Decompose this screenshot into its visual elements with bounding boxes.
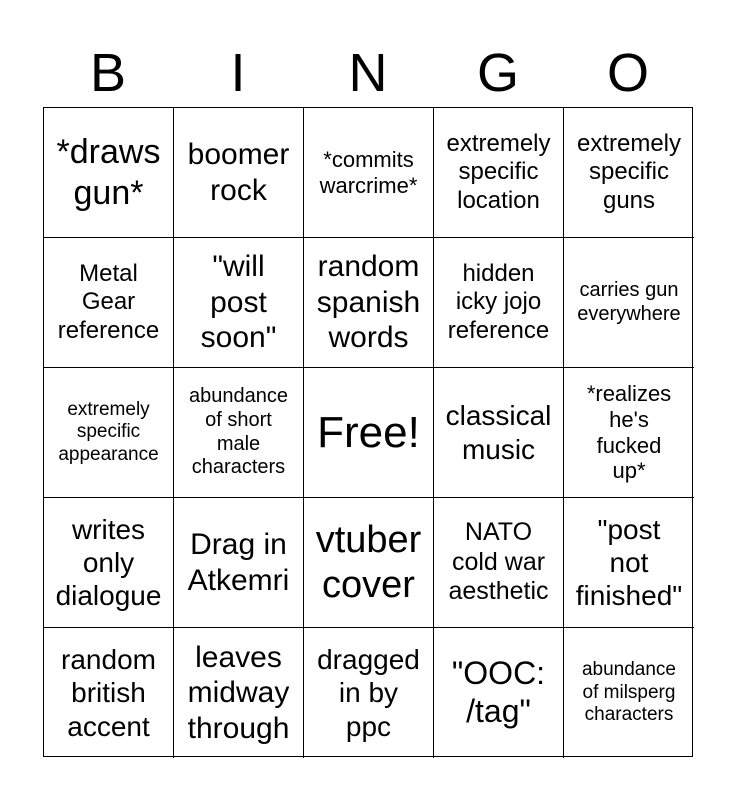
bingo-grid: [43, 107, 693, 757]
bingo-cell[interactable]: classical music: [434, 368, 564, 498]
bingo-cell[interactable]: boomer rock: [174, 108, 304, 238]
bingo-cell[interactable]: "will post soon": [174, 238, 304, 368]
bingo-cell[interactable]: extremely specific appearance: [44, 368, 174, 498]
bingo-cell[interactable]: extremely specific guns: [564, 108, 694, 238]
bingo-cell[interactable]: abundance of milsperg characters: [581, 659, 677, 726]
bingo-cell[interactable]: leaves midway through: [174, 628, 304, 758]
header-letter-i: I: [230, 43, 246, 103]
free-cell[interactable]: Free!: [304, 368, 434, 498]
header-letter-o: O: [606, 43, 649, 103]
bingo-cell[interactable]: hidden icky jojo reference: [434, 238, 564, 368]
bingo-cell[interactable]: Drag in Atkemri: [174, 498, 304, 628]
bingo-cell[interactable]: *draws gun*: [44, 108, 174, 238]
bingo-header: [43, 40, 693, 106]
bingo-cell[interactable]: extremely specific location: [434, 108, 564, 238]
bingo-cell[interactable]: dragged in by ppc: [304, 628, 434, 758]
bingo-cell[interactable]: *realizes he's fucked up*: [564, 368, 694, 498]
bingo-cell[interactable]: *commits warcrime*: [304, 108, 434, 238]
header-letter-n: N: [348, 43, 388, 103]
header-letter-g: G: [476, 43, 519, 103]
bingo-cell[interactable]: "OOC: /tag": [434, 628, 564, 758]
bingo-cell[interactable]: random british accent: [44, 628, 174, 758]
bingo-cell[interactable]: vtuber cover: [304, 498, 434, 628]
header-letter-b: B: [89, 43, 127, 103]
bingo-cell[interactable]: Metal Gear reference: [44, 238, 174, 368]
bingo-cell[interactable]: abundance of short male characters: [174, 368, 304, 498]
bingo-cell[interactable]: NATO cold war aesthetic: [434, 498, 564, 628]
bingo-cell[interactable]: "post not finished": [564, 498, 694, 628]
bingo-cell[interactable]: carries gun everywhere: [564, 238, 694, 368]
bingo-cell[interactable]: writes only dialogue: [44, 498, 174, 628]
bingo-cell[interactable]: random spanish words: [304, 238, 434, 368]
